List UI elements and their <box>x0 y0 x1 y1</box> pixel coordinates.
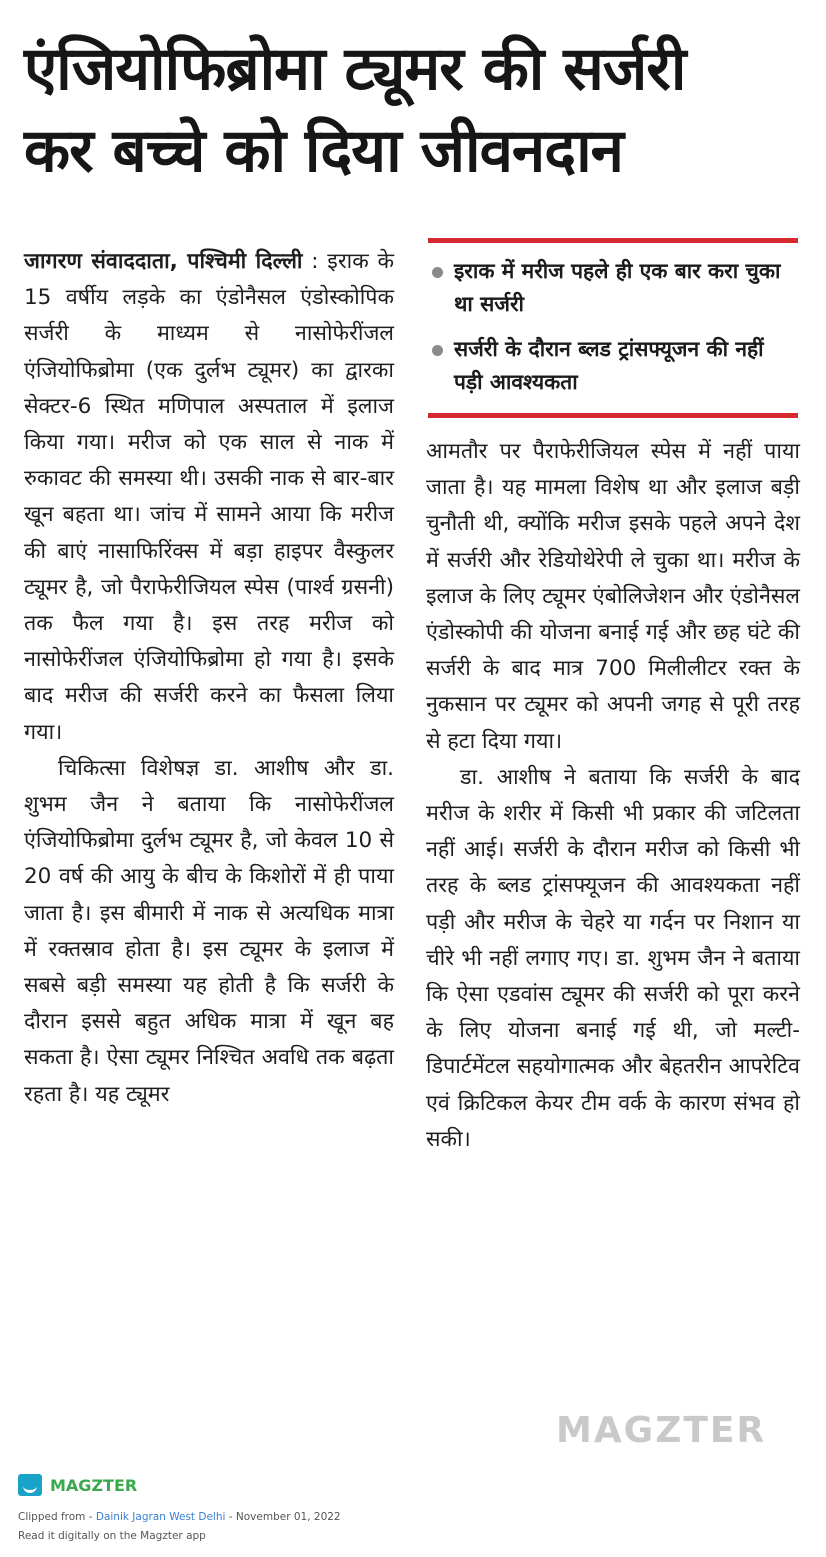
article-paragraph: डा. आशीष ने बताया कि सर्जरी के बाद मरीज के शरीर में किसी भी प्रकार की जटिलता नहीं आई। सर्जरी के दौरान मरीज को किसी भी तरह के ब्लड ट्रांसफ्यूजन की आवश्यकता नहीं पड़ी और मरीज के चेहरे या गर्दन पर निशान या चीरे भी नहीं लगाए गए। डा. शुभम जैन ने बताया कि ऐसा एडवांस ट्यूमर की सर्जरी को पूरा करने के लिए योजना बनाई गई थी, जो मल्टी-डिपार्टमेंटल सहयोगात्मक और बेहतरीन आपरेटिव एवं क्रिटिकल केयर टीम वर्क के कारण संभव हो सकी। <box>426 764 800 1152</box>
magzter-badge-icon <box>18 1474 42 1496</box>
highlight-item <box>428 255 798 321</box>
headline <box>24 28 804 192</box>
headline-line-1: एंजियोफिब्रोमा ट्यूमर की सर्जरी <box>24 34 686 104</box>
bullet-icon <box>432 345 443 356</box>
article-column-left <box>24 244 394 1113</box>
article-paragraph: आमतौर पर पैराफेरीजियल स्पेस में नहीं पाया जाता है। यह मामला विशेष था और इलाज बड़ी चुनौती थी, क्योंकि मरीज इसके पहले अपने देश में सर्जरी और रेडियोथेरेपी ले चुका था। मरीज के इलाज के लिए ट्यूमर एंबोलिजेशन और एंडोनैसल एंडोस्कोपी की योजना बनाई गई और छह घंटे की सर्जरी के बाद मात्र 700 मिलीलीटर रक्त के नुकसान पर ट्यूमर को अपनी जगह से पूरी तरह से हटा दिया गया। <box>426 439 800 754</box>
clipped-prefix: Clipped from - <box>18 1511 96 1523</box>
clipped-date: - November 01, 2022 <box>225 1511 341 1523</box>
magzter-watermark: MAGZTER <box>556 1410 767 1451</box>
highlight-text: सर्जरी के दौरान ब्लड ट्रांसफ्यूजन की नहीं पड़ी आवश्यकता <box>454 337 764 394</box>
source-link[interactable]: Dainik Jagran West Delhi <box>95 1511 226 1523</box>
article-paragraph: चिकित्सा विशेषज्ञ डा. आशीष और डा. शुभम जैन ने बताया कि नासोफेरींजल एंजियोफिब्रोमा दुर्लभ ट्यूमर है, जो केवल 10 से 20 वर्ष की आयु के बीच के किशोरों में ही पाया जाता है। इस बीमारी में नाक से अत्यधिक मात्रा में रक्तस्राव होता है। इस ट्यूमर के इलाज में सबसे बड़ी समस्या यह होती है कि सर्जरी के दौरान इससे बहुत अधिक मात्रा में खून बह सकता है। ऐसा ट्यूमर निश्चित अवधि तक बढ़ता रहता है। यह ट्यूमर <box>24 755 394 1107</box>
bullet-icon <box>432 267 443 278</box>
magzter-logo[interactable] <box>18 1474 137 1496</box>
read-digitally-line: Read it digitally on the Magzter app <box>18 1530 206 1542</box>
article-text: : इराक के 15 वर्षीय लड़के का एंडोनैसल एंडोस्कोपिक सर्जरी के माध्यम से नासोफेरींजल एंजियोफिब्रोमा (एक दुर्लभ ट्यूमर) का द्वारका सेक्टर-6 स्थित मणिपाल अस्पताल में इलाज किया गया। मरीज को एक साल से नाक में रुकावट की समस्या थी। उसकी नाक से बार-बार खून बहता था। जांच में सामने आया कि मरीज की बाएं नासाफिरिंक्स में बड़ा हाइपर वैस्कुलर ट्यूमर है, जो पैराफेरीजियल स्पेस (पार्श्व ग्रसनी) तक फैल गया है। इस तरह मरीज को नासोफेरींजल एंजियोफिब्रोमा हो गया है। इसके बाद मरीज की सर्जरी करने का फैसला लिया गया। <box>24 249 395 745</box>
article-column-right <box>426 434 800 1158</box>
magzter-brand: MAGZTER <box>50 1475 138 1495</box>
highlight-text: इराक में मरीज पहले ही एक बार करा चुका था सर्जरी <box>454 259 781 316</box>
article-paragraph <box>24 244 394 751</box>
headline-line-2: कर बच्चे को दिया जीवनदान <box>24 116 623 186</box>
clipped-from-line <box>18 1511 341 1523</box>
highlights-box <box>428 238 798 418</box>
highlight-item <box>428 333 798 399</box>
byline: जागरण संवाददाता, पश्चिमी दिल्ली <box>24 249 303 274</box>
